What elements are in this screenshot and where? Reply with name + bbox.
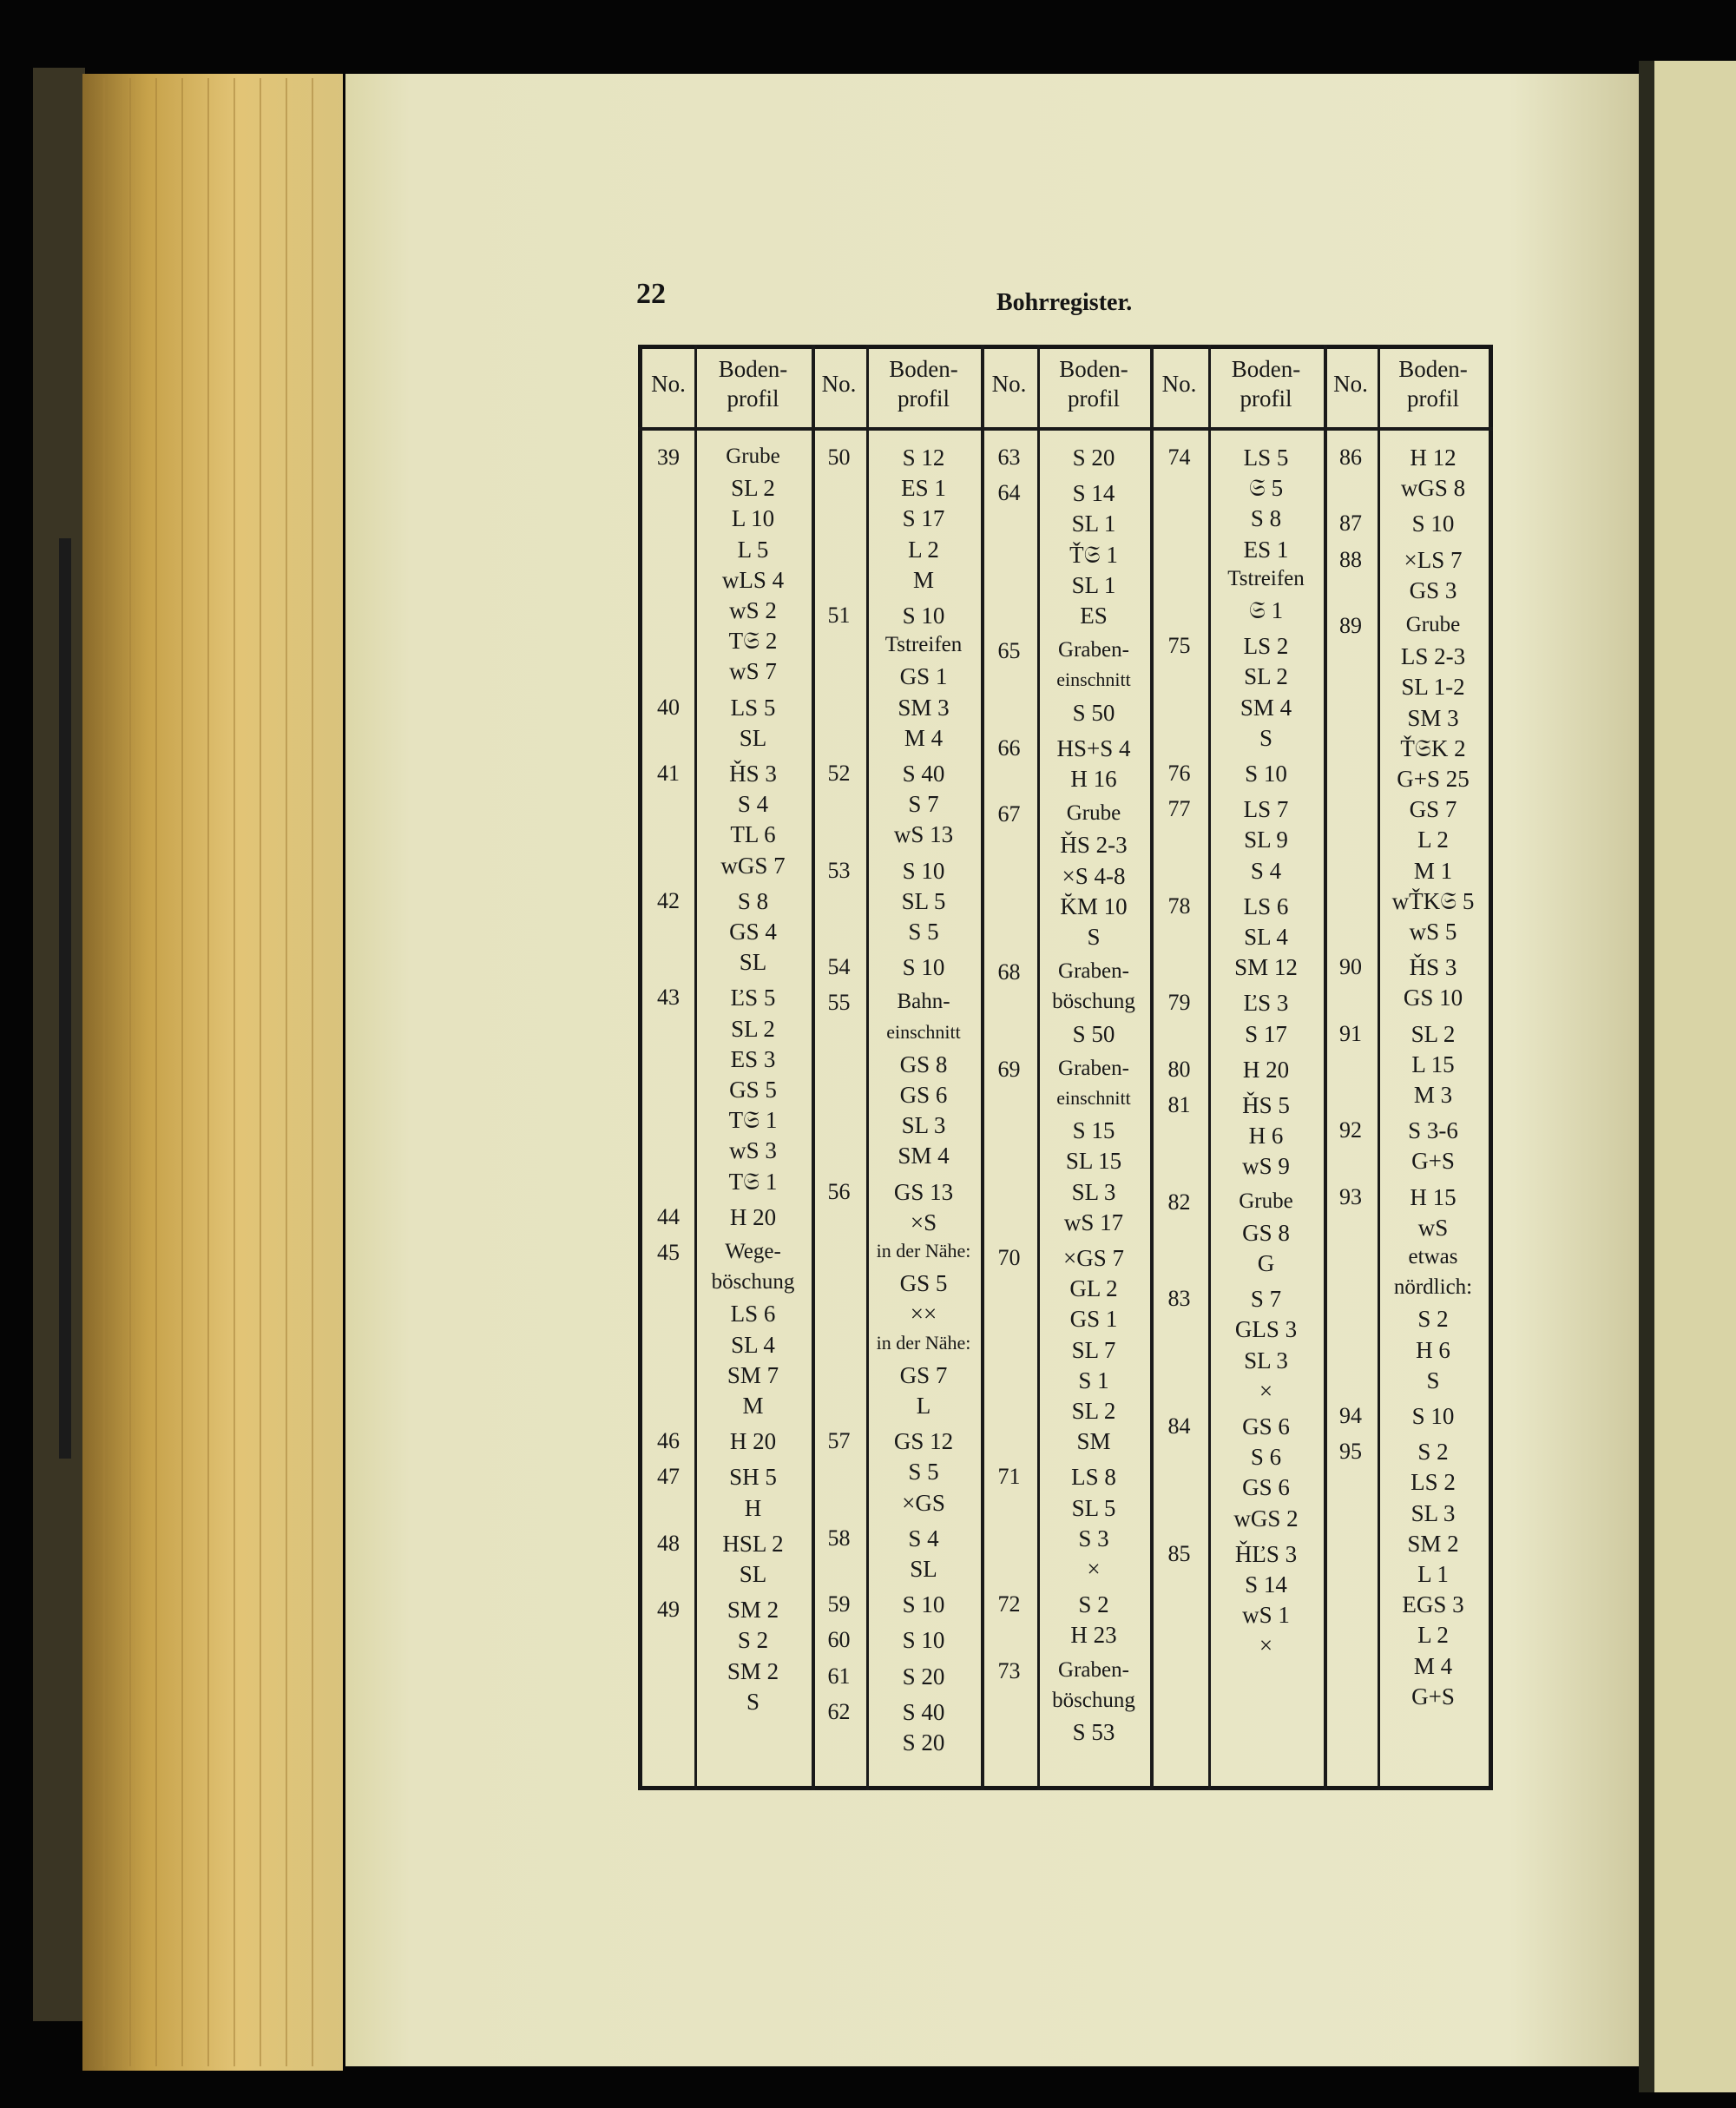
bodenprofil-line: H 6 [1416, 1336, 1450, 1363]
bodenprofil-line: SL 2 [1410, 1020, 1456, 1047]
bodenprofil-line: T𝔖 1 [728, 1107, 778, 1134]
bodenprofil-line: L 10 [731, 505, 775, 532]
page-number: 22 [636, 278, 666, 310]
bodenprofil-line: S 14 [1072, 480, 1115, 507]
bodenprofil-line: ×GS [902, 1489, 945, 1516]
bodenprofil-line: Ť𝔖K 2 [1400, 735, 1466, 761]
bohrung-number: 48 [657, 1530, 680, 1556]
header-bodenprofil: Boden- profil [1059, 356, 1128, 412]
bohrung-number: 50 [827, 445, 851, 470]
header-no: No. [821, 371, 857, 397]
ribbon [59, 538, 71, 1459]
bohrung-number: 63 [997, 445, 1021, 470]
bodenprofil-line: SL 3 [901, 1112, 946, 1139]
bodenprofil-line: S [746, 1688, 760, 1715]
bodenprofil-line: Graben- [1058, 638, 1129, 662]
bodenprofil-line: GS 4 [729, 919, 777, 945]
bodenprofil-line: GS 7 [1409, 796, 1457, 823]
bodenprofil-line: ES [1080, 603, 1108, 629]
bodenprofil-line: SM 4 [898, 1143, 950, 1169]
bohrung-number: 46 [657, 1428, 680, 1454]
bohrung-number: 89 [1339, 613, 1362, 638]
bodenprofil-line: SL 1 [1071, 511, 1116, 537]
bodenprofil-line: S 10 [1411, 1403, 1455, 1429]
bodenprofil-line: ×S [910, 1209, 937, 1235]
bodenprofil-line: ĽS 3 [1243, 990, 1289, 1017]
bohrung-number: 86 [1339, 445, 1362, 470]
bodenprofil-line: SM 12 [1234, 954, 1298, 981]
bodenprofil-line: Ť𝔖 1 [1069, 541, 1118, 568]
bodenprofil-line: GS 6 [899, 1082, 948, 1108]
bohrung-number: 39 [657, 445, 680, 470]
bodenprofil-line: HSL 2 [722, 1530, 784, 1557]
bodenprofil-line: S 20 [1072, 445, 1115, 471]
bodenprofil-line: G [1257, 1250, 1275, 1276]
bodenprofil-line: S 10 [1411, 511, 1455, 537]
bodenprofil-line: SL 5 [901, 887, 946, 914]
bodenprofil-line: GS 5 [899, 1270, 948, 1297]
bodenprofil-line: GS 3 [1409, 576, 1457, 603]
bodenprofil-line: L 2 [1417, 827, 1449, 853]
bodenprofil-line: wGS 8 [1400, 475, 1466, 502]
bodenprofil-line: einschnitt [1056, 1087, 1131, 1109]
bodenprofil-line: M 4 [904, 724, 944, 751]
bodenprofil-line: GS 12 [893, 1428, 954, 1455]
bodenprofil-line: S 3 [1078, 1525, 1109, 1551]
bodenprofil-line: S 4 [908, 1525, 939, 1551]
bohrung-number: 43 [657, 985, 680, 1011]
bodenprofil-line: SM 2 [727, 1597, 779, 1624]
bodenprofil-line: in der Nähe: [876, 1240, 971, 1262]
bodenprofil-line: SL [739, 724, 767, 751]
bodenprofil-line: SL 3 [1410, 1499, 1456, 1526]
bodenprofil-line: S 4 [1250, 857, 1282, 884]
bodenprofil-line: Tstreifen [884, 633, 963, 657]
bodenprofil-line: S 10 [902, 1627, 945, 1654]
bodenprofil-line: SL 15 [1065, 1148, 1122, 1175]
bodenprofil-line: L 2 [1417, 1622, 1449, 1649]
bodenprofil-line: ES 1 [901, 475, 946, 502]
bodenprofil-line: böschung [1052, 990, 1135, 1014]
bodenprofil-line: SL 3 [1244, 1347, 1288, 1373]
bohrung-number: 68 [997, 959, 1021, 985]
bodenprofil-line: in der Nähe: [876, 1331, 971, 1354]
bodenprofil-line: nördlich: [1393, 1275, 1473, 1300]
bohrung-number: 64 [997, 480, 1021, 506]
bodenprofil-line: M 1 [1413, 857, 1453, 884]
bohrung-number: 75 [1167, 633, 1191, 659]
bohrung-number: 95 [1339, 1439, 1362, 1465]
bodenprofil-line: SM [1076, 1428, 1111, 1455]
bodenprofil-line: wS 9 [1242, 1153, 1290, 1180]
bohrung-number: 69 [997, 1056, 1021, 1082]
bodenprofil-line: S 5 [908, 919, 939, 945]
bodenprofil-line: SL 1 [1071, 571, 1116, 598]
bodenprofil-line: LS 5 [730, 694, 776, 721]
bohrung-number: 81 [1167, 1092, 1191, 1117]
bodenprofil-line: 𝔖 1 [1248, 597, 1284, 623]
header-bodenprofil: Boden- profil [1398, 356, 1468, 412]
bodenprofil-line: Bahn- [897, 990, 950, 1014]
bodenprofil-line: H 6 [1248, 1123, 1284, 1150]
bohrung-number: 40 [657, 694, 680, 720]
bodenprofil-line: K̆M 10 [1060, 893, 1128, 919]
bohrung-number: 51 [827, 603, 851, 628]
bodenprofil-line: wGS 2 [1233, 1505, 1299, 1532]
bohrung-number: 55 [827, 990, 851, 1016]
bodenprofil-line: S 2 [1417, 1439, 1449, 1466]
bohrung-number: 83 [1167, 1286, 1191, 1312]
bohrung-number: 79 [1167, 990, 1191, 1016]
bodenprofil-line: SL [910, 1556, 937, 1582]
bodenprofil-line: Grube [726, 445, 780, 468]
bodenprofil-line: S 7 [1250, 1286, 1282, 1313]
bodenprofil-line: H 16 [1070, 766, 1117, 792]
bohrung-number: 65 [997, 638, 1021, 664]
bohrung-number: 70 [997, 1245, 1021, 1270]
bohrung-number: 57 [827, 1428, 851, 1454]
bohrung-number: 94 [1339, 1403, 1362, 1428]
bodenprofil-line: GS 6 [1242, 1413, 1290, 1439]
bodenprofil-line: L 1 [1417, 1561, 1449, 1587]
bodenprofil-line: G+S 25 [1397, 766, 1470, 792]
bodenprofil-line: S 40 [902, 761, 945, 787]
bodenprofil-line: 𝔖 5 [1248, 475, 1284, 502]
page-edges [82, 74, 343, 2071]
header-no: No. [1333, 371, 1368, 397]
bodenprofil-line: S 20 [902, 1663, 945, 1690]
bodenprofil-line: S 10 [902, 1591, 945, 1618]
bodenprofil-line: S 3-6 [1408, 1117, 1458, 1144]
bohrung-number: 56 [827, 1178, 851, 1204]
header-bodenprofil: Boden- profil [718, 356, 788, 412]
bodenprofil-line: SL [739, 1561, 767, 1587]
bodenprofil-line: S 7 [908, 791, 939, 818]
bodenprofil-line: einschnitt [1056, 669, 1131, 691]
bohrung-number: 47 [657, 1464, 680, 1490]
bodenprofil-line: S 40 [902, 1698, 945, 1725]
bodenprofil-line: S 12 [902, 445, 945, 471]
bodenprofil-line: SM 4 [1240, 694, 1292, 721]
bodenprofil-line: S 15 [1072, 1117, 1115, 1144]
bohrung-number: 80 [1167, 1056, 1191, 1082]
bodenprofil-line: S 5 [908, 1459, 939, 1485]
bohrung-number: 92 [1339, 1117, 1362, 1143]
bohrung-number: 88 [1339, 546, 1362, 572]
bodenprofil-line: G+S [1411, 1683, 1455, 1709]
bodenprofil-line: LS 5 [1243, 445, 1289, 471]
bodenprofil-line: SL 4 [731, 1331, 775, 1358]
bohrung-number: 49 [657, 1597, 680, 1623]
header-no: No. [991, 371, 1027, 397]
bodenprofil-line: S 2 [737, 1627, 769, 1654]
bodenprofil-line: GS 13 [893, 1178, 954, 1205]
bohrung-number: 73 [997, 1657, 1021, 1683]
bodenprofil-line: S 8 [1250, 505, 1282, 532]
bodenprofil-line: ES 3 [730, 1045, 776, 1072]
bodenprofil-line: ȞS 2-3 [1060, 832, 1128, 859]
bodenprofil-line: Grube [1405, 613, 1461, 636]
bodenprofil-line: HS+S 4 [1056, 735, 1131, 761]
bodenprofil-line: M 3 [1413, 1082, 1453, 1108]
bodenprofil-line: böschung [1052, 1688, 1135, 1712]
bodenprofil-line: LS 8 [1071, 1464, 1116, 1491]
bodenprofil-line: ×GS 7 [1063, 1245, 1124, 1271]
bodenprofil-line: SL 3 [1071, 1178, 1116, 1205]
bohrung-number: 72 [997, 1591, 1021, 1617]
bohrung-number: 59 [827, 1591, 851, 1617]
bodenprofil-line: S 2 [1417, 1306, 1449, 1333]
bodenprofil-line: S 17 [1245, 1020, 1287, 1047]
bodenprofil-line: wS 13 [893, 821, 954, 848]
bodenprofil-line: wS [1417, 1214, 1449, 1241]
bodenprofil-line: SL 2 [731, 475, 775, 502]
bodenprofil-line: H 12 [1410, 445, 1457, 471]
bodenprofil-line: G+S [1411, 1148, 1455, 1175]
bohrung-number: 54 [827, 954, 851, 980]
bohrung-number: 93 [1339, 1183, 1362, 1209]
bodenprofil-line: Wege- [725, 1240, 781, 1263]
bodenprofil-line: SM 2 [727, 1657, 779, 1684]
bodenprofil-line: ȞS 3 [729, 761, 777, 787]
bodenprofil-line: ES 1 [1243, 536, 1289, 563]
bodenprofil-line: LS 7 [1243, 796, 1289, 823]
bodenprofil-line: SL 2 [731, 1015, 775, 1042]
bohrung-number: 53 [827, 857, 851, 883]
bodenprofil-line: Grube [1239, 1189, 1293, 1213]
bodenprofil-line: GS 10 [1403, 985, 1463, 1011]
bodenprofil-line: TL 6 [730, 821, 776, 848]
bodenprofil-line: S 50 [1072, 699, 1115, 726]
bodenprofil-line: ȞĽS 3 [1234, 1540, 1298, 1567]
bodenprofil-line: L [916, 1393, 931, 1419]
bodenprofil-line: einschnitt [886, 1020, 961, 1043]
bodenprofil-line: ×× [910, 1301, 937, 1327]
bodenprofil-line: S [1087, 924, 1101, 950]
page-title: Bohrregister. [996, 289, 1133, 316]
header-bodenprofil: Boden- profil [889, 356, 958, 412]
bodenprofil-line: SL 5 [1071, 1494, 1116, 1521]
bodenprofil-line: wS 1 [1242, 1602, 1290, 1629]
bodenprofil-line: S 20 [902, 1729, 945, 1756]
header-no: No. [651, 371, 686, 397]
bodenprofil-line: SL 2 [1071, 1398, 1116, 1424]
bodenprofil-line: × [1087, 1556, 1101, 1582]
bohrung-number: 87 [1339, 511, 1362, 537]
bodenprofil-line: SH 5 [729, 1464, 777, 1491]
header-divider [638, 427, 1493, 431]
bodenprofil-line: S 17 [902, 505, 945, 532]
bohrung-number: 58 [827, 1525, 851, 1551]
bodenprofil-line: GS 1 [1069, 1306, 1118, 1333]
bodenprofil-line: SM 7 [727, 1361, 779, 1388]
bodenprofil-line: L 5 [737, 536, 769, 563]
bohrung-number: 71 [997, 1464, 1021, 1490]
bodenprofil-line: T𝔖 1 [728, 1168, 778, 1195]
bodenprofil-line: S 10 [902, 603, 945, 629]
header-no: No. [1161, 371, 1197, 397]
bohrung-number: 74 [1167, 445, 1191, 470]
bodenprofil-line: ĽS 5 [730, 985, 776, 1011]
column-divider [812, 345, 815, 1790]
bohrung-number: 78 [1167, 893, 1191, 919]
bodenprofil-line: S 8 [737, 887, 769, 914]
bohrung-number: 62 [827, 1698, 851, 1724]
bodenprofil-line: S 10 [902, 954, 945, 981]
bodenprofil-line: H 20 [729, 1203, 777, 1230]
bodenprofil-line: GL 2 [1069, 1275, 1118, 1302]
bodenprofil-line: wGS 7 [720, 852, 786, 879]
bodenprofil-line: EGS 3 [1402, 1591, 1464, 1618]
bohrung-number: 90 [1339, 954, 1362, 980]
bodenprofil-line: Graben- [1058, 1657, 1129, 1682]
bodenprofil-line: SL 7 [1071, 1336, 1116, 1363]
bodenprofil-line: ȞS 3 [1409, 954, 1457, 981]
bodenprofil-line: wS 17 [1063, 1209, 1124, 1235]
bodenprofil-line: Grube [1066, 801, 1121, 826]
bodenprofil-line: S 50 [1072, 1020, 1115, 1047]
bodenprofil-line: wS 2 [729, 597, 777, 623]
header-bodenprofil: Boden- profil [1231, 356, 1301, 412]
bohrung-number: 76 [1167, 761, 1191, 786]
bodenprofil-line: LS 2 [1410, 1469, 1456, 1496]
bodenprofil-line: SL [739, 949, 767, 976]
bodenprofil-line: wS 3 [729, 1137, 777, 1164]
bohrung-number: 52 [827, 761, 851, 786]
bodenprofil-line: H 20 [1242, 1056, 1290, 1083]
bodenprofil-line: S 2 [1078, 1591, 1109, 1618]
bodenprofil-line: L 2 [908, 536, 939, 563]
bodenprofil-line: SL 4 [1244, 924, 1288, 950]
bodenprofil-line: S 10 [1245, 761, 1287, 787]
bodenprofil-line: SM 2 [1407, 1530, 1459, 1557]
bohrung-number: 85 [1167, 1540, 1191, 1566]
bodenprofil-line: Graben- [1058, 1056, 1129, 1080]
bodenprofil-line: S 4 [737, 791, 769, 818]
bodenprofil-line: ×LS 7 [1404, 546, 1463, 573]
bodenprofil-line: GS 8 [1242, 1219, 1290, 1246]
bodenprofil-line: Tstreifen [1227, 566, 1305, 590]
bodenprofil-line: GS 8 [899, 1051, 948, 1077]
bodenprofil-line: S 53 [1072, 1719, 1115, 1745]
bodenprofil-line: H 20 [729, 1428, 777, 1455]
bodenprofil-line: × [1259, 1632, 1273, 1659]
bodenprofil-line: GS 1 [899, 663, 948, 690]
bohrung-number: 84 [1167, 1413, 1191, 1439]
bohrung-number: 91 [1339, 1020, 1362, 1046]
bodenprofil-line: SL 1-2 [1401, 674, 1465, 701]
bohrung-number: 41 [657, 761, 680, 786]
bohrung-number: 67 [997, 801, 1021, 827]
bodenprofil-line: GS 7 [899, 1361, 948, 1388]
bodenprofil-line: wLS 4 [721, 566, 785, 593]
bodenprofil-line: × [1259, 1377, 1273, 1404]
bohrung-number: 44 [657, 1203, 680, 1229]
bodenprofil-line: L 15 [1411, 1051, 1455, 1077]
bodenprofil-line: SM 3 [1407, 704, 1459, 731]
bodenprofil-line: S 10 [902, 857, 945, 884]
bodenprofil-line: SL 2 [1244, 663, 1288, 690]
bodenprofil-line: Graben- [1058, 959, 1129, 984]
bodenprofil-line: wS 7 [729, 658, 777, 685]
bohrung-number: 61 [827, 1663, 851, 1689]
bodenprofil-line: S [1259, 724, 1273, 751]
bodenprofil-line: H 23 [1070, 1622, 1117, 1649]
bodenprofil-line: wS 5 [1409, 919, 1457, 945]
bodenprofil-line: S 14 [1245, 1571, 1287, 1597]
bodenprofil-line: S 1 [1078, 1367, 1109, 1393]
bodenprofil-line: LS 6 [1243, 893, 1289, 919]
bohrung-number: 82 [1167, 1189, 1191, 1215]
bodenprofil-line: SL 9 [1244, 827, 1288, 853]
bodenprofil-line: T𝔖 2 [728, 628, 778, 655]
bohrung-number: 66 [997, 735, 1021, 761]
bodenprofil-line: LS 2-3 [1400, 643, 1466, 670]
bodenprofil-line: M [912, 566, 934, 593]
bohrung-number: 42 [657, 887, 680, 913]
bodenprofil-line: GS 6 [1242, 1474, 1290, 1501]
bodenprofil-line: wŤK𝔖 5 [1391, 887, 1475, 914]
bodenprofil-line: ×S 4-8 [1062, 862, 1126, 889]
bodenprofil-line: S [1426, 1367, 1440, 1393]
bodenprofil-line: etwas [1408, 1245, 1458, 1268]
bodenprofil-line: ȞS 5 [1242, 1092, 1290, 1118]
bodenprofil-line: H [744, 1494, 762, 1521]
bohrung-number: 60 [827, 1627, 851, 1653]
bodenprofil-line: böschung [711, 1270, 795, 1294]
bodenprofil-line: S 6 [1250, 1444, 1282, 1471]
bodenprofil-line: LS 6 [730, 1301, 776, 1327]
bodenprofil-line: H 15 [1410, 1183, 1457, 1210]
bodenprofil-line: GLS 3 [1234, 1316, 1298, 1343]
bodenprofil-line: M [742, 1393, 764, 1419]
bodenprofil-line: LS 2 [1243, 633, 1289, 660]
bodenprofil-line: M 4 [1413, 1652, 1453, 1679]
bodenprofil-line: SM 3 [898, 694, 950, 721]
bodenprofil-line: GS 5 [729, 1077, 777, 1103]
bohrung-number: 77 [1167, 796, 1191, 822]
bohrung-number: 45 [657, 1240, 680, 1265]
